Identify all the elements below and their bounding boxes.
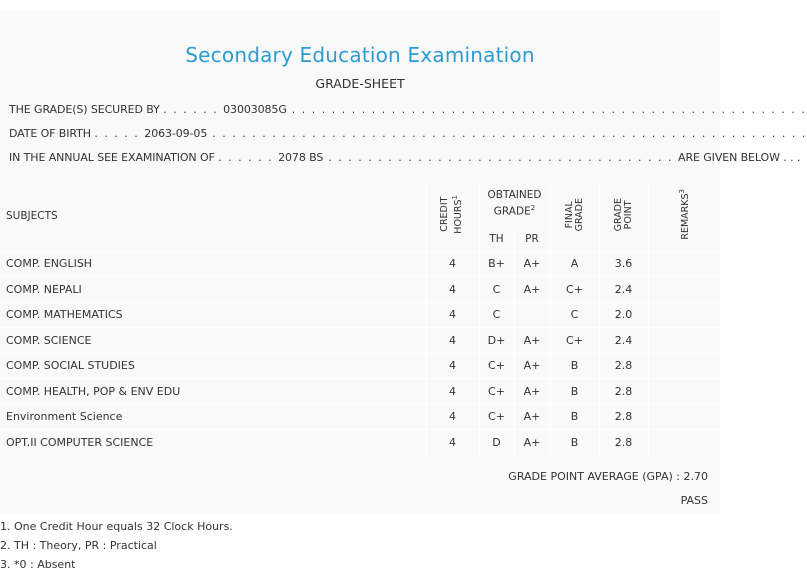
th-grade-cell: C+ bbox=[479, 379, 514, 405]
remarks-cell bbox=[648, 251, 720, 277]
final-grade-cell: B bbox=[550, 404, 599, 430]
pr-grade-cell: A+ bbox=[514, 353, 550, 379]
th-grade-cell: C+ bbox=[479, 353, 514, 379]
remarks-cell bbox=[648, 328, 720, 354]
grade-point-cell: 3.6 bbox=[599, 251, 648, 277]
pr-grade-cell: A+ bbox=[514, 379, 550, 405]
credit-cell: 4 bbox=[426, 251, 479, 277]
footnote-3: 3. *0 : Absent bbox=[0, 558, 76, 571]
table-row bbox=[0, 404, 720, 430]
final-grade-cell: A bbox=[550, 251, 599, 277]
given-below-text: ARE GIVEN BELOW . . . bbox=[678, 151, 801, 164]
remarks-cell bbox=[648, 302, 720, 328]
remarks-cell bbox=[648, 430, 720, 456]
subject-cell: COMP. SOCIAL STUDIES bbox=[0, 353, 426, 379]
credit-cell: 4 bbox=[426, 302, 479, 328]
final-grade-header: FINAL GRADE bbox=[550, 181, 599, 251]
th-grade-cell: D+ bbox=[479, 328, 514, 354]
grade-sheet bbox=[0, 10, 807, 514]
subject-cell: COMP. SCIENCE bbox=[0, 328, 426, 354]
th-grade-cell: C bbox=[479, 277, 514, 303]
final-grade-cell: B bbox=[550, 430, 599, 456]
gpa-value: 2.70 bbox=[683, 470, 708, 483]
exam-line: IN THE ANNUAL SEE EXAMINATION OF . . . . . . 2078 BS . . . . . . . . . . . . . . . . . . . . . . . . . . . . . . . . . . . ARE GIVEN BELOW . . . bbox=[9, 151, 801, 164]
subject-cell: COMP. NEPALI bbox=[0, 277, 426, 303]
result-status: PASS bbox=[680, 494, 708, 507]
credit-cell: 4 bbox=[426, 277, 479, 303]
grade-sheet-title: GRADE-SHEET bbox=[315, 76, 405, 91]
grade-point-cell: 2.8 bbox=[599, 404, 648, 430]
credit-hours-header: CREDIT HOURS$^1$ bbox=[426, 181, 479, 251]
table-row bbox=[0, 328, 720, 354]
pr-grade-cell: A+ bbox=[514, 251, 550, 277]
exam-label: IN THE ANNUAL SEE EXAMINATION OF bbox=[9, 151, 215, 164]
credit-cell: 4 bbox=[426, 353, 479, 379]
credit-cell: 4 bbox=[426, 404, 479, 430]
table-row bbox=[0, 379, 720, 405]
table-row bbox=[0, 277, 720, 303]
secured-by-line: THE GRADE(S) SECURED BY . . . . . . 03003085G . . . . . . . . . . . . . . . . . . . . . . . . . . . . . . . . . . . . . . . . . . . . . . . . . . . . bbox=[9, 103, 807, 116]
grade-point-cell: 2.8 bbox=[599, 430, 648, 456]
subject-cell: OPT.II COMPUTER SCIENCE bbox=[0, 430, 426, 456]
th-grade-cell: D bbox=[479, 430, 514, 456]
final-grade-cell: C+ bbox=[550, 328, 599, 354]
grade-point-cell: 2.8 bbox=[599, 379, 648, 405]
subject-cell: COMP. ENGLISH bbox=[0, 251, 426, 277]
pr-grade-cell: A+ bbox=[514, 430, 550, 456]
credit-cell: 4 bbox=[426, 430, 479, 456]
th-grade-cell: B+ bbox=[479, 251, 514, 277]
obtained-grade-header: OBTAINED GRADE$^2$ bbox=[479, 181, 550, 227]
th-grade-cell: C bbox=[479, 302, 514, 328]
gpa-label: GRADE POINT AVERAGE (GPA) : bbox=[508, 470, 680, 483]
subject-cell: Environment Science bbox=[0, 404, 426, 430]
footnote-2: 2. TH : Theory, PR : Practical bbox=[0, 539, 157, 552]
credit-cell: 4 bbox=[426, 379, 479, 405]
symbol-number: 03003085G bbox=[223, 103, 287, 116]
remarks-cell bbox=[648, 277, 720, 303]
grade-point-cell: 2.4 bbox=[599, 277, 648, 303]
subject-cell: COMP. HEALTH, POP & ENV EDU bbox=[0, 379, 426, 405]
pr-grade-cell: A+ bbox=[514, 277, 550, 303]
remarks-cell bbox=[648, 379, 720, 405]
grade-point-cell: 2.8 bbox=[599, 353, 648, 379]
subject-cell: COMP. MATHEMATICS bbox=[0, 302, 426, 328]
grade-point-header: GRADE POINT bbox=[599, 181, 648, 251]
footnote-1: 1. One Credit Hour equals 32 Clock Hours. bbox=[0, 520, 233, 533]
th-grade-cell: C+ bbox=[479, 404, 514, 430]
exam-title: Secondary Education Examination bbox=[185, 43, 535, 67]
subjects-header: SUBJECTS bbox=[6, 209, 58, 222]
table-row bbox=[0, 302, 720, 328]
pr-grade-cell: A+ bbox=[514, 404, 550, 430]
grades-table bbox=[0, 181, 720, 455]
credit-cell: 4 bbox=[426, 328, 479, 354]
dob-label: DATE OF BIRTH bbox=[9, 127, 91, 140]
dob-value: 2063-09-05 bbox=[144, 127, 208, 140]
dob-line: DATE OF BIRTH . . . . . 2063-09-05 . . . . . . . . . . . . . . . . . . . . . . . . . . . . . . . . . . . . . . . . . . . . . . . . . . . . . . . . . . . . bbox=[9, 127, 807, 140]
remarks-cell bbox=[648, 353, 720, 379]
remarks-cell bbox=[648, 404, 720, 430]
pr-grade-cell bbox=[514, 302, 550, 328]
table-row bbox=[0, 251, 720, 277]
final-grade-cell: C+ bbox=[550, 277, 599, 303]
th-header: TH bbox=[479, 227, 514, 251]
grade-point-cell: 2.4 bbox=[599, 328, 648, 354]
gpa-line bbox=[508, 470, 708, 483]
table-header-row bbox=[0, 181, 720, 227]
pr-grade-cell: A+ bbox=[514, 328, 550, 354]
secured-by-label: THE GRADE(S) SECURED BY bbox=[9, 103, 160, 116]
final-grade-cell: B bbox=[550, 379, 599, 405]
table-row bbox=[0, 353, 720, 379]
final-grade-cell: C bbox=[550, 302, 599, 328]
exam-year: 2078 BS bbox=[278, 151, 324, 164]
pr-header: PR bbox=[514, 227, 550, 251]
grade-point-cell: 2.0 bbox=[599, 302, 648, 328]
table-row bbox=[0, 430, 720, 456]
remarks-header: REMARKS$^3$ bbox=[648, 181, 720, 251]
final-grade-cell: B bbox=[550, 353, 599, 379]
